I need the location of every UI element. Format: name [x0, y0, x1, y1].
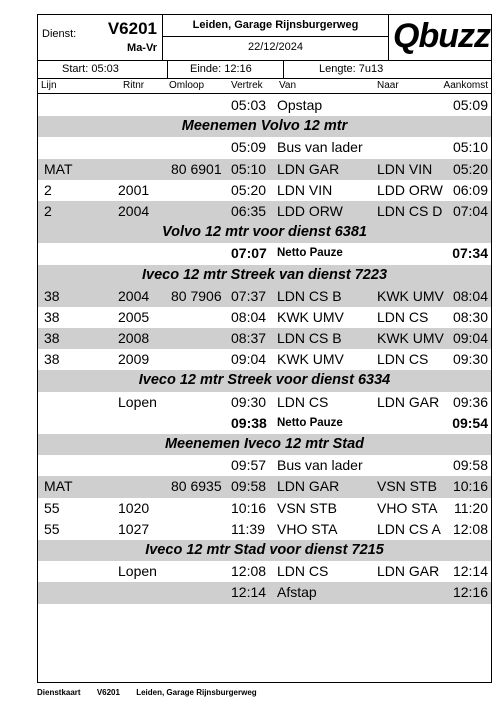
schedule-row: [38, 137, 491, 158]
schedule-row: [38, 498, 491, 519]
schedule-row: [38, 201, 491, 222]
cell-van: KWK UMV: [277, 351, 344, 368]
cell-omloop: 80 6935: [171, 478, 222, 495]
days-label: Ma-Vr: [127, 42, 157, 54]
cell-vertrek: 07:07: [231, 245, 267, 262]
cell-naar: VSN STB: [377, 478, 437, 495]
cell-ritnr: Lopen: [118, 393, 157, 410]
location: Leiden, Garage Rijnsburgerweg: [192, 19, 359, 31]
schedule-row: [38, 582, 491, 603]
cell-naar: KWK UMV: [377, 287, 444, 304]
col-van: Van: [279, 80, 297, 91]
cell-van: LDN GAR: [277, 160, 340, 177]
cell-aankomst: 09:30: [452, 351, 488, 368]
cell-vertrek: 09:57: [231, 457, 267, 474]
cell-aankomst: 09:54: [452, 414, 488, 431]
cell-van: Opstap: [277, 97, 323, 113]
footer-label: Dienstkaart: [37, 688, 81, 697]
cell-ritnr: 2004: [118, 287, 150, 304]
cell-ritnr: 2001: [118, 181, 150, 198]
cell-aankomst: 05:10: [452, 139, 488, 156]
cell-lijn: 38: [44, 351, 60, 368]
col-ritnr: Ritnr: [123, 80, 145, 91]
divider: [163, 36, 388, 37]
cell-naar: LDN CS D: [377, 202, 443, 219]
logo-cell: [389, 15, 491, 60]
cell-van: VSN STB: [277, 499, 337, 516]
cell-vertrek: 10:16: [231, 499, 267, 516]
schedule-row: [38, 307, 491, 328]
schedule-row: [38, 159, 491, 180]
cell-aankomst: 07:04: [452, 202, 488, 219]
cell-van: Afstap: [277, 584, 317, 601]
cell-lijn: 2: [44, 181, 52, 198]
schedule-row: [38, 455, 491, 476]
start-time: Start: 05:03: [38, 61, 168, 78]
section-title: Meenemen Volvo 12 mtr: [181, 118, 348, 135]
cell-vertrek: 05:03: [231, 97, 267, 113]
dienst-cell: [38, 15, 163, 60]
cell-aankomst: 12:16: [452, 584, 488, 601]
cell-aankomst: 08:30: [452, 308, 488, 325]
cell-van: LDD ORW: [277, 202, 343, 219]
cell-naar: LDN CS A: [377, 520, 441, 537]
length: Lengte: 7u13: [319, 63, 384, 75]
cell-vertrek: 07:37: [231, 287, 267, 304]
cell-van: LDN CS B: [277, 287, 342, 304]
cell-van: LDN GAR: [277, 478, 340, 495]
section-header: [38, 116, 491, 137]
cell-vertrek: 11:39: [231, 520, 265, 537]
schedule-row: [38, 519, 491, 540]
cell-naar: LDN CS: [377, 351, 429, 368]
cell-naar: LDN VIN: [377, 160, 433, 177]
schedule-row: [38, 243, 491, 264]
cell-ritnr: 2004: [118, 202, 150, 219]
cell-ritnr: Lopen: [118, 563, 157, 580]
cell-ritnr: 2005: [118, 308, 150, 325]
cell-aankomst: 11:20: [454, 499, 488, 516]
cell-van: Netto Pauze: [277, 416, 343, 429]
schedule-row: [38, 349, 491, 370]
cell-van: Bus van lader: [277, 139, 363, 156]
cell-lijn: 38: [44, 330, 60, 347]
cell-lijn: 38: [44, 287, 60, 304]
schedule-row: [38, 328, 491, 349]
location-cell: [163, 15, 389, 60]
schedule-row: [38, 413, 491, 434]
cell-ritnr: 1027: [118, 520, 150, 537]
cell-aankomst: 12:08: [452, 520, 488, 537]
section-header: [38, 370, 491, 391]
col-naar: Naar: [377, 80, 399, 91]
cell-vertrek: 09:38: [231, 414, 267, 431]
cell-lijn: 55: [44, 499, 60, 516]
cell-van: LDN CS: [277, 563, 329, 580]
col-vertrek: Vertrek: [231, 80, 263, 91]
cell-vertrek: 09:30: [231, 393, 267, 410]
cell-naar: LDD ORW: [377, 181, 443, 198]
cell-van: VHO STA: [277, 520, 338, 537]
cell-lijn: 2: [44, 202, 52, 219]
cell-aankomst: 05:09: [452, 97, 488, 113]
cell-vertrek: 08:37: [231, 330, 267, 347]
section-header: [38, 434, 491, 455]
col-omloop: Omloop: [169, 80, 205, 91]
cell-lijn: 38: [44, 308, 60, 325]
section-header: [38, 540, 491, 561]
schedule-row: [38, 476, 491, 497]
cell-vertrek: 12:08: [231, 563, 267, 580]
cell-aankomst: 08:04: [452, 287, 488, 304]
section-header: [38, 265, 491, 286]
cell-vertrek: 06:35: [231, 202, 267, 219]
cell-vertrek: 05:09: [231, 139, 267, 156]
header: [38, 15, 491, 61]
cell-van: Netto Pauze: [277, 247, 343, 260]
cell-van: LDN CS: [277, 393, 329, 410]
cell-naar: LDN GAR: [377, 393, 440, 410]
cell-ritnr: 2008: [118, 330, 150, 347]
cell-lijn: MAT: [44, 478, 73, 495]
cell-aankomst: 09:04: [452, 330, 488, 347]
cell-aankomst: 06:09: [452, 181, 488, 198]
col-aankomst: Aankomst: [443, 80, 488, 91]
cell-aankomst: 07:34: [452, 245, 488, 262]
cell-vertrek: 08:04: [231, 308, 267, 325]
col-lijn: Lijn: [41, 80, 57, 91]
footer: [37, 688, 271, 697]
cell-vertrek: 09:58: [231, 478, 267, 495]
cell-vertrek: 05:20: [231, 181, 267, 198]
end-time: Einde: 12:16: [168, 61, 284, 78]
cell-lijn: 55: [44, 520, 60, 537]
cell-aankomst: 12:14: [452, 563, 488, 580]
cell-aankomst: 10:16: [452, 478, 488, 495]
schedule-row: [38, 180, 491, 201]
cell-van: Bus van lader: [277, 457, 363, 474]
schedule-row: [38, 286, 491, 307]
times-bar: [38, 61, 491, 79]
dienstkaart-sheet: [37, 14, 492, 683]
schedule-rows: [38, 95, 491, 604]
schedule-row: [38, 95, 491, 116]
section-title: Iveco 12 mtr Streek voor dienst 6334: [138, 372, 391, 389]
section-title: Meenemen Iveco 12 mtr Stad: [164, 436, 365, 452]
qbuzz-logo: Qbuzz: [393, 17, 490, 55]
section-title: Iveco 12 mtr Streek van dienst 7223: [141, 266, 388, 283]
cell-naar: VHO STA: [377, 499, 438, 516]
cell-ritnr: 1020: [118, 499, 150, 516]
section-header: [38, 222, 491, 243]
dienst-label: Dienst:: [42, 28, 77, 40]
footer-number: V6201: [96, 688, 120, 697]
cell-omloop: 80 6901: [171, 160, 222, 177]
section-title: Volvo 12 mtr voor dienst 6381: [162, 224, 367, 241]
section-title: Iveco 12 mtr Stad voor dienst 7215: [145, 541, 384, 558]
dienst-number: V6201: [107, 19, 157, 38]
cell-aankomst: 09:36: [452, 393, 488, 410]
cell-vertrek: 12:14: [231, 584, 267, 601]
schedule-row: [38, 561, 491, 582]
cell-vertrek: 09:04: [231, 351, 267, 368]
cell-van: LDN VIN: [277, 181, 333, 198]
cell-naar: KWK UMV: [377, 330, 444, 347]
schedule-row: [38, 392, 491, 413]
column-headers: [38, 79, 491, 94]
cell-van: LDN CS B: [277, 330, 342, 347]
cell-naar: LDN GAR: [377, 563, 440, 580]
cell-van: KWK UMV: [277, 308, 344, 325]
cell-omloop: 80 7906: [171, 287, 222, 304]
cell-aankomst: 09:58: [452, 457, 488, 474]
date: 22/12/2024: [247, 41, 304, 53]
cell-lijn: MAT: [44, 160, 73, 177]
cell-ritnr: 2009: [118, 351, 150, 368]
footer-location: Leiden, Garage Rijnsburgerweg: [136, 688, 257, 697]
cell-naar: LDN CS: [377, 308, 429, 325]
cell-aankomst: 05:20: [452, 160, 488, 177]
cell-vertrek: 05:10: [231, 160, 267, 177]
